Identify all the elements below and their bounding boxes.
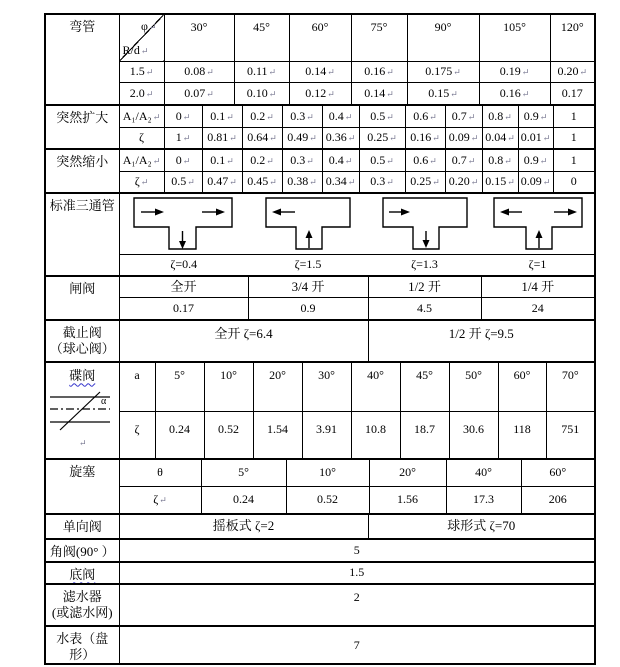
contraction-zeta: 0: [553, 171, 594, 192]
check-swing-value: 摇板式 ζ=2: [119, 515, 368, 538]
contraction-ratio: 0.7↵: [445, 150, 482, 171]
butterfly-zeta: 751: [546, 412, 594, 458]
globe-valve-label-line2: （球心阀）: [49, 340, 115, 356]
section-strainer: [46, 585, 594, 627]
contraction-ratio: 0.3↵: [282, 150, 322, 171]
foot-valve-label-text: 底阀: [69, 566, 96, 582]
cock-theta-head: θ: [119, 460, 201, 487]
cock-zeta: 206: [521, 487, 594, 513]
cock-zeta: 1.56: [369, 487, 446, 513]
contraction-zeta-head: ζ↵: [119, 171, 164, 192]
contraction-zeta: 0.15↵: [482, 171, 518, 192]
contraction-label: 突然缩小: [46, 150, 119, 192]
contraction-ratio: 1: [553, 150, 594, 171]
butterfly-zeta: 0.52: [204, 412, 253, 458]
expansion-zeta: 0.81↵: [202, 127, 242, 148]
expansion-zeta: 0.16↵: [405, 127, 445, 148]
bend-value: 0.12↵: [289, 82, 351, 104]
cock-label: 旋塞: [46, 460, 119, 513]
butterfly-angle: 10°: [204, 363, 253, 412]
corner-rd: R/d↵: [122, 42, 149, 57]
cock-angle: 10°: [286, 460, 369, 487]
butterfly-zeta: 118: [498, 412, 546, 458]
strainer-label: [46, 585, 119, 625]
tee-pipe-icon: [264, 196, 352, 252]
bend-value: 0.10↵: [234, 82, 289, 104]
cock-angle: 40°: [446, 460, 521, 487]
section-foot-valve: [46, 563, 594, 585]
section-tee: [46, 194, 594, 277]
bend-value: 0.16↵: [351, 61, 407, 82]
strainer-value: 2: [119, 585, 594, 625]
bend-angle-col: 60°: [289, 15, 351, 61]
water-meter-value: 7: [119, 627, 594, 664]
contraction-ratio: 0↵: [164, 150, 202, 171]
expansion-zeta: 0.09↵: [445, 127, 482, 148]
section-gate-valve: [46, 277, 594, 321]
resistance-coefficient-table: [44, 13, 596, 665]
gate-value: 0.17: [119, 298, 248, 319]
gate-valve-label: 闸阀: [46, 277, 119, 319]
butterfly-angle: 45°: [400, 363, 449, 412]
cock-zeta: 0.52: [286, 487, 369, 513]
section-angle-valve: [46, 540, 594, 563]
globe-valve-label: [46, 321, 119, 361]
contraction-ratio: 0.9↵: [518, 150, 553, 171]
contraction-zeta: 0.47↵: [202, 171, 242, 192]
cock-angle: 60°: [521, 460, 594, 487]
tee-zeta: ζ=0.4: [170, 257, 198, 272]
bend-value: 0.17: [550, 82, 594, 104]
water-meter-label: 水表（盘形）: [46, 627, 119, 664]
expansion-ratio: 0.4↵: [322, 106, 359, 127]
butterfly-angle-symbol: α: [101, 395, 107, 407]
cock-zeta: 0.24: [201, 487, 286, 513]
globe-valve-label-line1: 截止阀: [62, 324, 102, 340]
section-water-meter: [46, 627, 594, 664]
expansion-ratio: 0.1↵: [202, 106, 242, 127]
contraction-zeta: 0.45↵: [242, 171, 282, 192]
contraction-zeta: 0.38↵: [282, 171, 322, 192]
section-check-valve: [46, 515, 594, 540]
check-valve-label: 单向阀: [46, 515, 119, 538]
bend-value: 0.175↵: [407, 61, 479, 82]
expansion-ratio: 0.3↵: [282, 106, 322, 127]
bend-angle-col: 90°: [407, 15, 479, 61]
gate-opening: 3/4 开: [248, 277, 368, 298]
expansion-label: 突然扩大: [46, 106, 119, 148]
bend-value: 0.08↵: [164, 61, 234, 82]
tee-zeta: ζ=1: [528, 257, 547, 272]
butterfly-zeta-head: ζ: [119, 412, 155, 458]
bend-rd-head: 1.5↵: [119, 61, 164, 82]
contraction-zeta: 0.09↵: [518, 171, 553, 192]
expansion-ratio: 0.5↵: [359, 106, 405, 127]
butterfly-valve-label: 碟阀: [69, 367, 96, 383]
strainer-label-line1: 滤水器: [62, 588, 102, 604]
tee-pipe-icon: [132, 196, 236, 252]
butterfly-angle: 5°: [155, 363, 204, 412]
section-expansion: [46, 106, 594, 150]
bend-value: 0.14↵: [289, 61, 351, 82]
butterfly-zeta: 3.91: [302, 412, 351, 458]
bend-value: 0.20↵: [550, 61, 594, 82]
bend-angle-col: 30°: [164, 15, 234, 61]
cock-angle: 5°: [201, 460, 286, 487]
gate-value: 0.9: [248, 298, 368, 319]
expansion-ratio: 0.8↵: [482, 106, 518, 127]
contraction-ratio: 0.8↵: [482, 150, 518, 171]
contraction-zeta: 0.5↵: [164, 171, 202, 192]
butterfly-angle: 30°: [302, 363, 351, 412]
globe-full-open-value: 全开 ζ=6.4: [119, 321, 368, 361]
strainer-label-line2: (或滤水网): [51, 605, 113, 620]
bend-value: 0.19↵: [479, 61, 550, 82]
bend-angle-col: 45°: [234, 15, 289, 61]
bend-angle-col: 120°: [550, 15, 594, 61]
gate-value: 4.5: [368, 298, 481, 319]
contraction-zeta: 0.20↵: [445, 171, 482, 192]
contraction-ratio: 0.4↵: [322, 150, 359, 171]
bend-value: 0.07↵: [164, 82, 234, 104]
bend-value: 0.14↵: [351, 82, 407, 104]
butterfly-valve-diagram-icon: [48, 388, 116, 434]
contraction-zeta: 0.3↵: [359, 171, 405, 192]
butterfly-angle: 70°: [546, 363, 594, 412]
bend-value: 0.16↵: [479, 82, 550, 104]
expansion-zeta: 0.01↵: [518, 127, 553, 148]
corner-phi-rd-cell: [119, 15, 164, 61]
paragraph-mark: ↵: [78, 437, 87, 448]
cock-zeta-head: ζ↵: [119, 487, 201, 513]
butterfly-alpha-head: a: [119, 363, 155, 412]
check-ball-value: 球形式 ζ=70: [368, 515, 594, 538]
contraction-zeta: 0.25↵: [405, 171, 445, 192]
contraction-zeta: 0.34↵: [322, 171, 359, 192]
tee-zeta: ζ=1.5: [294, 257, 322, 272]
expansion-ratio: 0.7↵: [445, 106, 482, 127]
tee-diagram-into-branch: [368, 194, 481, 255]
expansion-ratio: 0↵: [164, 106, 202, 127]
foot-valve-label: [46, 563, 119, 583]
tee-zeta: ζ=1.3: [411, 257, 438, 272]
expansion-ratio: 0.6↵: [405, 106, 445, 127]
gate-opening: 全开: [119, 277, 248, 298]
butterfly-zeta: 0.24: [155, 412, 204, 458]
contraction-ratio-head: A₁/A₂↵: [119, 150, 164, 171]
expansion-ratio-head: A₁/A₂↵: [119, 106, 164, 127]
expansion-ratio: 0.9↵: [518, 106, 553, 127]
expansion-zeta: 0.49↵: [282, 127, 322, 148]
expansion-zeta: 1: [553, 127, 594, 148]
contraction-ratio: 0.2↵: [242, 150, 282, 171]
globe-half-open-value: 1/2 开 ζ=9.5: [368, 321, 594, 361]
section-cock: [46, 460, 594, 515]
bend-value: 0.15↵: [407, 82, 479, 104]
angle-valve-label: 角阀(90° ）: [46, 540, 119, 561]
butterfly-angle: 40°: [351, 363, 400, 412]
tee-pipe-icon: [381, 196, 469, 252]
tee-label: 标准三通管: [46, 194, 119, 275]
section-contraction: [46, 150, 594, 194]
corner-phi: φ↵: [141, 19, 157, 33]
gate-opening: 1/2 开: [368, 277, 481, 298]
butterfly-zeta: 30.6: [449, 412, 498, 458]
expansion-zeta: 0.04↵: [482, 127, 518, 148]
bend-rd-head: 2.0↵: [119, 82, 164, 104]
angle-valve-value: 5: [119, 540, 594, 561]
bend-angle-col: 105°: [479, 15, 550, 61]
butterfly-angle: 60°: [498, 363, 546, 412]
bend-label: 弯管: [46, 15, 119, 104]
cock-zeta: 17.3: [446, 487, 521, 513]
section-globe-valve: [46, 321, 594, 363]
butterfly-zeta: 10.8: [351, 412, 400, 458]
butterfly-zeta: 1.54: [253, 412, 302, 458]
butterfly-zeta: 18.7: [400, 412, 449, 458]
foot-valve-value: 1.5: [119, 563, 594, 583]
expansion-zeta: 0.25↵: [359, 127, 405, 148]
expansion-ratio: 1: [553, 106, 594, 127]
contraction-ratio: 0.5↵: [359, 150, 405, 171]
butterfly-valve-label-cell: [46, 363, 119, 458]
expansion-zeta: 0.64↵: [242, 127, 282, 148]
section-bend: [46, 15, 594, 106]
contraction-ratio: 0.6↵: [405, 150, 445, 171]
expansion-ratio: 0.2↵: [242, 106, 282, 127]
expansion-zeta: 1↵: [164, 127, 202, 148]
expansion-zeta-head: ζ: [119, 127, 164, 148]
expansion-zeta: 0.36↵: [322, 127, 359, 148]
cock-angle: 20°: [369, 460, 446, 487]
butterfly-angle: 20°: [253, 363, 302, 412]
tee-pipe-icon: [492, 196, 584, 252]
bend-value: 0.11↵: [234, 61, 289, 82]
tee-diagram-branch-to-left: [248, 194, 368, 255]
section-butterfly-valve: [46, 363, 594, 460]
tee-diagram-through-branch: [119, 194, 248, 255]
tee-diagram-branch-to-both: [481, 194, 594, 255]
butterfly-angle: 50°: [449, 363, 498, 412]
gate-value: 24: [481, 298, 594, 319]
bend-angle-col: 75°: [351, 15, 407, 61]
gate-opening: 1/4 开: [481, 277, 594, 298]
contraction-ratio: 0.1↵: [202, 150, 242, 171]
